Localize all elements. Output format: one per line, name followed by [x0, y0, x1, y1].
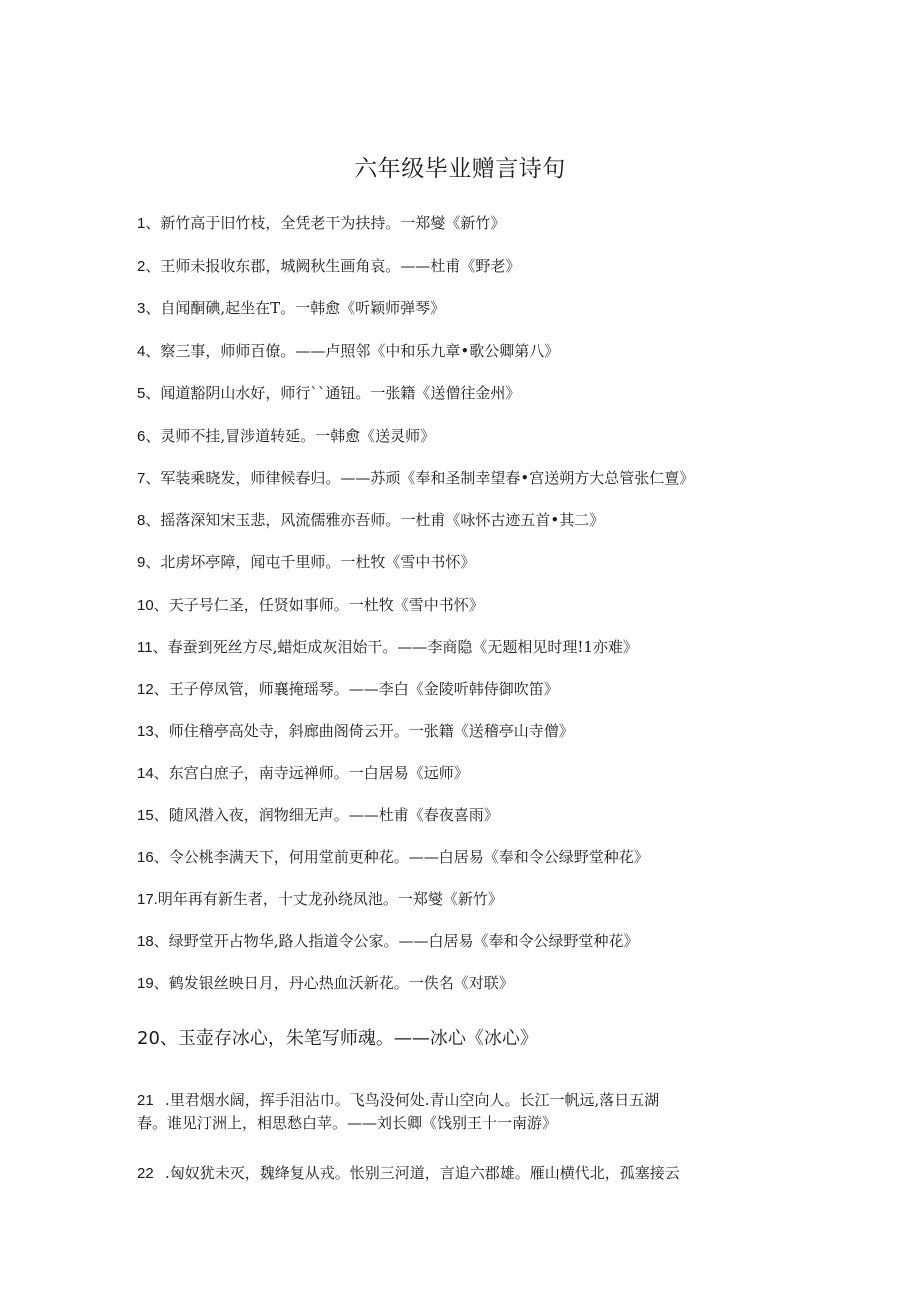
poem-line-14 — [137, 763, 469, 784]
line-text: 王子停凤管，师襄掩瑶琴。——李白《金陵听韩侍御吹笛》 — [168, 680, 559, 698]
line-number: 19、 — [137, 975, 169, 992]
line-number: 17. — [137, 891, 158, 908]
poem-line-13 — [137, 721, 574, 742]
line-number: 9、 — [137, 554, 161, 571]
poem-line-16 — [137, 847, 649, 868]
poem-line-12 — [137, 679, 559, 700]
line-text: 随风潜入夜，润物细无声。——杜甫《春夜喜雨》 — [168, 806, 499, 824]
poem-line-7 — [137, 468, 694, 489]
line-text: 新竹高于旧竹枝，全凭老干为扶持。一郑燮《新竹》 — [160, 214, 506, 232]
document-title: 六年级毕业赠言诗句 — [354, 156, 566, 182]
line-text: 察三事，师师百僚。——卢照邻《中和乐九章•歌公卿第八》 — [160, 342, 560, 360]
poem-line-9 — [137, 552, 475, 573]
line-number: 12、 — [137, 681, 169, 698]
poem-line-5 — [137, 383, 520, 404]
line-text: 师住稽亭高处寺，斜廊曲阁倚云开。一张籍《送稽亭山寺僧》 — [168, 722, 574, 740]
line-number: 2、 — [137, 258, 161, 275]
line-text: 闻道豁阴山水好，师行``通钮。一张籍《送僧往金州》 — [160, 384, 521, 402]
poem-line-2 — [137, 256, 520, 277]
poem-line-6 — [137, 426, 435, 447]
line-number: 14、 — [137, 765, 169, 782]
poem-paragraph-22 — [137, 1162, 777, 1185]
line-text: 天子号仁圣，任贤如事师。一杜牧《雪中书怀》 — [168, 596, 484, 614]
paragraph-continuation: 春。谁见汀洲上，相思愁白苹。——刘长卿《饯别王十一南游》 — [137, 1114, 558, 1132]
line-text: 王师未报收东郡，城阙秋生画角哀。——杜甫《野老》 — [160, 257, 521, 275]
line-number: 5、 — [137, 385, 161, 402]
line-text: 东宫白庶子，南寺远禅师。一白居易《远师》 — [168, 764, 469, 782]
poem-line-20: 20、玉壶存冰心，朱笔写师魂。——冰心《冰心》 — [137, 1028, 538, 1049]
line-number: 16、 — [137, 849, 169, 866]
line-text: 鹤发银丝映日月，丹心热血沃新花。一佚名《对联》 — [168, 974, 514, 992]
line-text: 绿野堂开占物华,路人指道令公家。——白居易《奉和令公绿野堂种花》 — [168, 932, 639, 950]
paragraph-text: .匈奴犹未灭，魏绛复从戎。怅别三河道，言追六郡雄。雁山横代北，孤塞接云 — [165, 1164, 680, 1182]
line-number: 3、 — [137, 300, 161, 317]
line-number: 8、 — [137, 512, 161, 529]
poem-line-17 — [137, 889, 503, 910]
line-number: 4、 — [137, 343, 161, 360]
poem-line-19 — [137, 973, 514, 994]
poem-line-1 — [137, 213, 505, 234]
line-number: 11、 — [137, 639, 168, 656]
line-number: 15、 — [137, 807, 169, 824]
poem-line-4 — [137, 341, 559, 362]
poem-line-10 — [137, 595, 484, 616]
line-text: 春蚕到死丝方尽,蜡炬成灰泪始干。——李商隐《无题相见时理!1亦难》 — [167, 638, 638, 656]
line-text: 令公桃李满天下，何用堂前更种花。——白居易《奉和令公绿野堂种花》 — [168, 848, 649, 866]
line-text: 军装乘晓发，师律候春归。——苏顽《奉和圣制幸望春•宫送朔方大总管张仁亶》 — [160, 469, 695, 487]
line-text: 灵师不挂,冒涉道转延。一韩愈《送灵师》 — [160, 427, 436, 445]
poem-line-3 — [137, 298, 445, 319]
line-number: 1、 — [137, 215, 161, 232]
paragraph-number: 21 — [137, 1092, 154, 1109]
line-number: 10、 — [137, 597, 169, 614]
poem-line-15 — [137, 805, 499, 826]
paragraph-number: 22 — [137, 1165, 154, 1182]
line-number: 18、 — [137, 933, 169, 950]
poem-paragraph-21 — [137, 1089, 777, 1135]
line-number: 7、 — [137, 470, 161, 487]
poem-line-18 — [137, 931, 638, 952]
line-number: 6、 — [137, 428, 161, 445]
line-text: 摇落深知宋玉悲，风流儒雅亦吾师。一杜甫《咏怀古迹五首•其二》 — [160, 511, 605, 529]
poem-line-11 — [137, 637, 638, 658]
line-text: 自闻酮碘,起坐在T。一韩愈《听颖师弹琴》 — [160, 299, 446, 317]
line-text: 明年再有新生者，十丈龙孙绕凤池。一郑燮《新竹》 — [157, 890, 503, 908]
paragraph-text: .里君烟水阔，挥手泪沾巾。飞鸟没何处.青山空向人。长江一帆远,落日五湖 — [165, 1091, 660, 1109]
poem-line-8 — [137, 510, 604, 531]
line-number: 13、 — [137, 723, 169, 740]
line-text: 北虏坏亭障，闻屯千里师。一杜牧《雪中书怀》 — [160, 553, 476, 571]
